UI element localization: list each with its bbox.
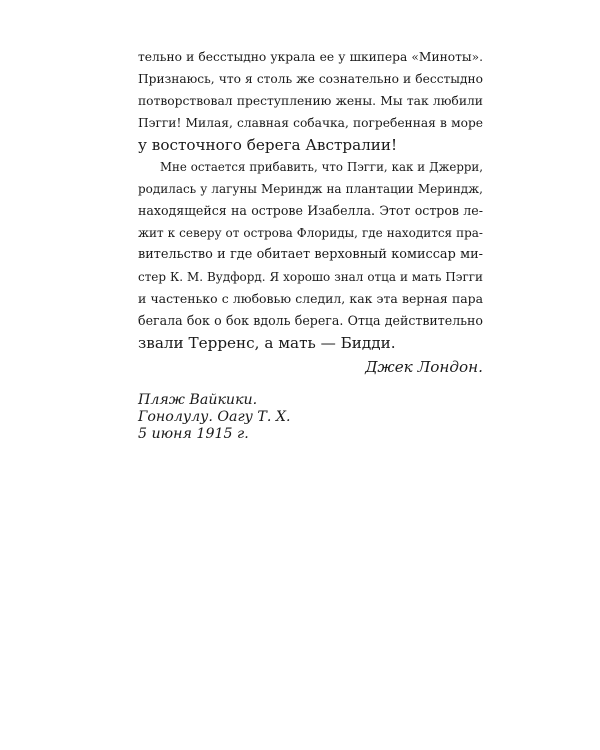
text-line: находящейся на острове Изабелла. Этот остров ле- xyxy=(138,203,483,218)
paragraph-2 xyxy=(138,156,483,354)
text-line: Мне остается прибавить, что Пэгги, как и Джерри, xyxy=(160,160,483,174)
text-line: родилась у лагуны Мериндж на плантации Мериндж, xyxy=(138,182,483,196)
text-line: Пэгги! Милая, славная собачка, погребенная в море xyxy=(138,116,483,130)
place-and-date xyxy=(138,392,483,443)
book-page xyxy=(138,46,483,443)
text-line: вительство и где обитает верховный комиссар ми- xyxy=(138,247,483,262)
text-line: потворствовал преступлению жены. Мы так любили xyxy=(138,94,483,108)
text-line: у восточного берега Австралии! xyxy=(138,136,398,154)
text-line: и частенько с любовью следил, как эта верная пара xyxy=(138,291,483,306)
text-line: жит к северу от острова Флориды, где находится пра- xyxy=(138,226,483,240)
place-line: Пляж Вайкики. xyxy=(138,392,258,408)
text-line: звали Терренс, а мать — Бидди. xyxy=(138,334,396,352)
date-line: 5 июня 1915 г. xyxy=(138,426,249,442)
text-line: бегала бок о бок вдоль берега. Отца действительно xyxy=(138,313,483,328)
text-line: стер К. М. Вудфорд. Я хорошо знал отца и мать Пэгги xyxy=(138,270,483,284)
text-line: Признаюсь, что я столь же сознательно и бесстыдно xyxy=(138,72,483,86)
text-line: тельно и бесстыдно украла ее у шкипера «Миноты». xyxy=(138,50,483,64)
author-signature: Джек Лондон. xyxy=(365,358,483,376)
paragraph-1 xyxy=(138,46,483,156)
place-line: Гонолулу. Оагу Т. Х. xyxy=(138,409,291,425)
